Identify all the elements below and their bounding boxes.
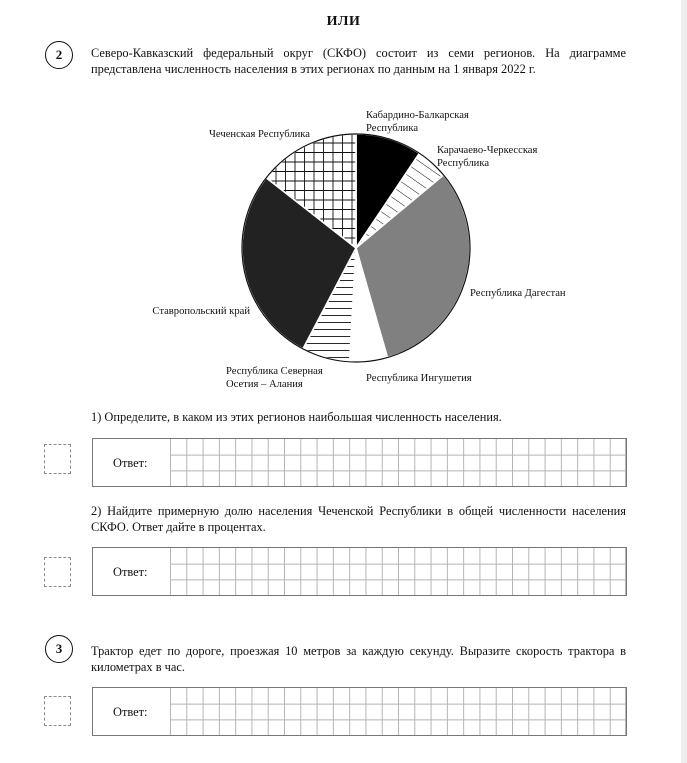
pie-slice-label: Чеченская Республика <box>209 129 310 140</box>
task-2-number: 2 <box>45 41 73 69</box>
task-3-number: 3 <box>45 635 73 663</box>
answer-1-label: Ответ: <box>113 456 148 470</box>
answer-2-checkbox[interactable] <box>44 557 71 587</box>
population-pie-chart <box>0 95 687 400</box>
answer-3-checkbox[interactable] <box>44 696 71 726</box>
pie-slice-label: Ставропольский край <box>152 306 250 317</box>
answer-1-checkbox[interactable] <box>44 444 71 474</box>
pie-slice-label: Республика Дагестан <box>470 288 566 299</box>
answer-1-input-grid[interactable] <box>170 439 626 486</box>
pie-slice-label: Кабардино-Балкарская Республика <box>366 110 469 134</box>
answer-1-box <box>92 438 627 487</box>
answer-3-input-grid[interactable] <box>170 688 626 735</box>
answer-3-box <box>92 687 627 736</box>
scrollbar-track[interactable] <box>681 0 687 763</box>
pie-slice-label: Республика Ингушетия <box>366 373 472 384</box>
pie-slice-label: Карачаево-Черкесская Республика <box>437 145 538 169</box>
answer-3-label: Ответ: <box>113 705 148 719</box>
answer-2-input-grid[interactable] <box>170 548 626 595</box>
question-1-text: 1) Определите, в каком из этих регионов наибольшая численность населения. <box>91 410 502 424</box>
task-2-text: Северо-Кавказский федеральный округ (СКФО) состоит из семи регионов. На диаграмме представлена численность населения в этих регионах по данным на 1 января 2022 г. <box>91 46 626 76</box>
answer-2-box <box>92 547 627 596</box>
or-heading: ИЛИ <box>326 14 361 29</box>
task-3-text: Трактор едет по дороге, проезжая 10 метров за каждую секунду. Выразите скорость трактора в километрах в час. <box>91 644 626 674</box>
pie-slice-label: Республика Северная Осетия – Алания <box>226 366 323 390</box>
answer-2-label: Ответ: <box>113 565 148 579</box>
question-2-text: 2) Найдите примерную долю населения Чеченской Республики в общей численности населения СКФО. Ответ дайте в процентах. <box>91 504 626 534</box>
